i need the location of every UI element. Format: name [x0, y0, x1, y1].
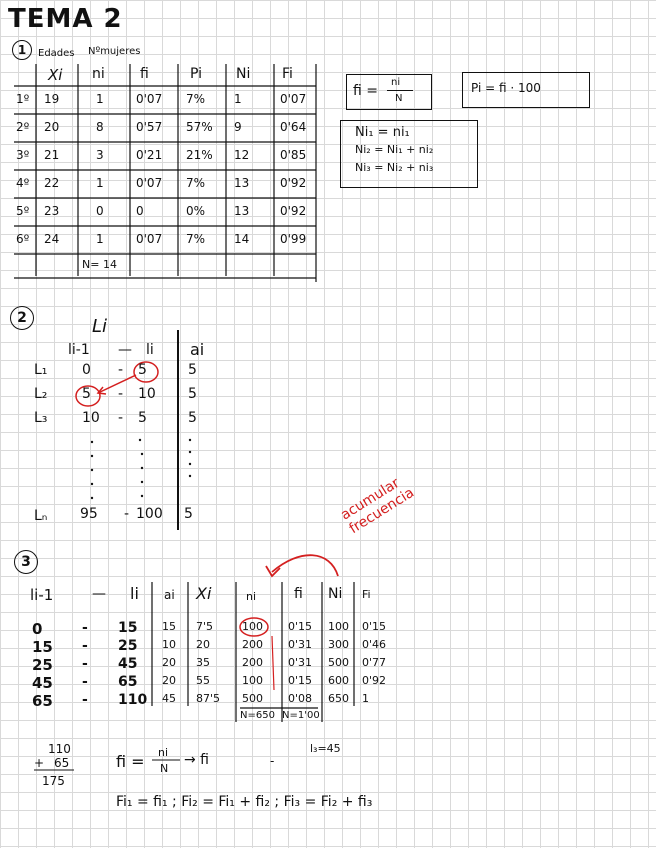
s3-cell-hi: 25 [118, 638, 138, 654]
s3-cell-x: 20 [196, 638, 210, 651]
s3-cell-F: 0'15 [362, 620, 387, 633]
formula-Ni-3: Ni₃ = Ni₂ + ni₃ [355, 161, 434, 174]
s3-note-l3: l₃=45 [310, 742, 341, 755]
cell-Ni: 13 [234, 204, 250, 218]
s3-header-N: Ni [328, 586, 343, 602]
s2-row-L: L₃ [34, 410, 48, 426]
s3-cell-lo: 45 [32, 674, 53, 692]
cell-pi: 57% [186, 120, 213, 134]
cell-xi: 22 [44, 176, 60, 190]
s3-cell-a: 15 [162, 620, 176, 633]
cell-pi: 21% [186, 148, 213, 162]
s3-total-n: N=650 [240, 710, 275, 721]
s3-cell-a: 20 [162, 656, 176, 669]
header-Ni: Ni [236, 66, 251, 82]
cell-fi: 0'07 [136, 92, 163, 106]
cell-xi: 23 [44, 204, 60, 218]
cell-Fi: 0'07 [280, 92, 307, 106]
s3-cell-N: 500 [328, 656, 349, 669]
s2-row-a: 5 [188, 362, 197, 378]
s3-total-f: N=1'00 [282, 710, 320, 721]
s2-Li-label: Li [92, 316, 108, 337]
cell-ni: 0 [96, 204, 104, 218]
s3-cell-n: 200 [242, 656, 263, 669]
s3-cell-F: 1 [362, 692, 369, 705]
s3-formula-fi-right: → fi [184, 752, 209, 768]
s3-header-F: Fi [362, 588, 371, 601]
annotation-acumular: acumular frecuencia [338, 475, 418, 538]
s3-cell-a: 20 [162, 674, 176, 687]
s3-cell-n: 100 [242, 620, 263, 633]
s3-header-n: ni [246, 590, 257, 603]
sum-a: 110 [48, 742, 71, 756]
sum-b: 65 [54, 756, 70, 770]
s3-cell-n: 200 [242, 638, 263, 651]
s2-row-lo: 0 [82, 362, 91, 378]
s3-cell-f: 0'15 [288, 620, 313, 633]
cell-ni: 3 [96, 148, 104, 162]
s3-cell-hi: 45 [118, 656, 138, 672]
s3-cell-N: 600 [328, 674, 349, 687]
row-index: 5º [16, 204, 30, 218]
formula-fi-den: N [395, 93, 403, 104]
cell-Fi: 0'92 [280, 176, 307, 190]
s3-row-dash: - [82, 638, 88, 654]
s3-header-x: Xi [196, 584, 212, 603]
s3-cell-hi: 110 [118, 692, 148, 708]
row-index: 3º [16, 148, 30, 162]
s3-cell-F: 0'77 [362, 656, 387, 669]
cell-Ni: 14 [234, 232, 250, 246]
cell-xi: 21 [44, 148, 60, 162]
s3-cell-F: 0'92 [362, 674, 387, 687]
header-pi: Pi [190, 66, 203, 82]
row-index: 1º [16, 92, 30, 106]
cell-pi: 7% [186, 176, 206, 190]
header-xi: Xi [48, 66, 63, 84]
s3-formula-F: Fi₁ = fi₁ ; Fi₂ = Fi₁ + fi₂ ; Fi₃ = Fi₂ + fi₃ [116, 794, 373, 810]
cell-fi: 0'57 [136, 120, 163, 134]
formula-fi-num: ni [391, 77, 401, 88]
formula-Ni-2: Ni₂ = Ni₁ + ni₂ [355, 143, 434, 156]
s3-header-a: ai [164, 588, 175, 602]
s2-row-dash: - [118, 362, 124, 378]
s2-last-dash: - [124, 506, 130, 522]
s2-row-hi: 5 [138, 362, 147, 378]
s3-header-f: fi [294, 586, 303, 602]
cell-ni: 1 [96, 92, 104, 106]
s3-formula-fi-den: N [160, 762, 169, 775]
s2-last-L: Lₙ [34, 508, 48, 524]
s3-cell-hi: 65 [118, 674, 138, 690]
s3-cell-lo: 65 [32, 692, 53, 710]
cell-ni: 1 [96, 176, 104, 190]
section-3-number: 3 [14, 550, 38, 574]
cell-Ni: 12 [234, 148, 250, 162]
row-index: 2º [16, 120, 30, 134]
s3-cell-N: 650 [328, 692, 349, 705]
cell-pi: 7% [186, 232, 206, 246]
s3-cell-f: 0'31 [288, 656, 313, 669]
s2-row-lo: 5 [82, 386, 91, 402]
s3-cell-f: 0'31 [288, 638, 313, 651]
s3-cell-x: 87'5 [196, 692, 221, 705]
s2-col-lo: li-1 [68, 342, 90, 358]
cell-Fi: 0'64 [280, 120, 307, 134]
s2-row-dash: - [118, 410, 124, 426]
s3-row-dash: - [82, 656, 88, 672]
cell-Fi: 0'99 [280, 232, 307, 246]
s2-row-hi: 10 [138, 386, 156, 402]
s3-cell-lo: 25 [32, 656, 53, 674]
cell-fi: 0'21 [136, 148, 163, 162]
cell-ni: 1 [96, 232, 104, 246]
cell-xi: 20 [44, 120, 60, 134]
s3-cell-x: 35 [196, 656, 210, 669]
section-1-number: 1 [12, 40, 32, 60]
s3-row-dash: - [82, 674, 88, 690]
s3-cell-N: 300 [328, 638, 349, 651]
label-mujeres: Nºmujeres [88, 46, 141, 57]
s3-cell-N: 100 [328, 620, 349, 633]
s3-cell-x: 55 [196, 674, 210, 687]
s3-formula-fi-num: ni [158, 746, 169, 759]
s3-header-hi: li [130, 584, 139, 603]
section-2-number: 2 [10, 306, 34, 330]
s2-col-a: ai [190, 340, 205, 359]
s3-cell-lo: 0 [32, 620, 43, 638]
cell-Ni: 13 [234, 176, 250, 190]
formula-pi: Pi = fi · 100 [471, 81, 541, 95]
sum-r: 175 [42, 774, 65, 788]
s3-cell-x: 7'5 [196, 620, 214, 633]
s2-row-a: 5 [188, 410, 197, 426]
s3-cell-f: 0'08 [288, 692, 313, 705]
s2-last-lo: 95 [80, 506, 98, 522]
cell-Ni: 9 [234, 120, 242, 134]
sum-plus: + [34, 756, 45, 770]
s2-row-L: L₂ [34, 386, 48, 402]
page-title: TEMA 2 [8, 4, 123, 34]
s3-header-dash: — [92, 586, 106, 602]
s3-cell-n: 100 [242, 674, 263, 687]
cell-ni: 8 [96, 120, 104, 134]
cell-fi: 0 [136, 204, 144, 218]
s2-row-a: 5 [188, 386, 197, 402]
s2-row-lo: 10 [82, 410, 100, 426]
cell-Ni: 1 [234, 92, 242, 106]
cell-fi: 0'07 [136, 176, 163, 190]
cell-pi: 7% [186, 92, 206, 106]
s2-col-hi: li [146, 342, 154, 358]
s2-last-hi: 100 [136, 506, 163, 522]
formula-Ni-1: Ni₁ = ni₁ [355, 125, 410, 140]
row-index: 4º [16, 176, 30, 190]
s3-cell-F: 0'46 [362, 638, 387, 651]
cell-fi: 0'07 [136, 232, 163, 246]
s3-dash-mark: - [270, 754, 275, 768]
cell-Fi: 0'92 [280, 204, 307, 218]
s2-col-dash: — [118, 342, 132, 358]
header-Fi: Fi [282, 66, 293, 82]
cell-pi: 0% [186, 204, 206, 218]
s3-cell-lo: 15 [32, 638, 53, 656]
s2-row-hi: 5 [138, 410, 147, 426]
label-edades: Edades [38, 48, 75, 59]
row-index: 6º [16, 232, 30, 246]
s3-header-lo: li-1 [30, 586, 54, 604]
s3-cell-a: 10 [162, 638, 176, 651]
s2-row-dash: - [118, 386, 124, 402]
s3-row-dash: - [82, 620, 88, 636]
s2-row-L: L₁ [34, 362, 48, 378]
s2-last-a: 5 [184, 506, 193, 522]
header-fi: fi [140, 66, 149, 82]
formula-fi-left: fi = [353, 83, 378, 99]
total-N: N= 14 [82, 258, 117, 271]
s3-cell-a: 45 [162, 692, 176, 705]
s3-cell-f: 0'15 [288, 674, 313, 687]
cell-xi: 19 [44, 92, 60, 106]
s3-cell-hi: 15 [118, 620, 138, 636]
s3-formula-fi-left: fi = [116, 752, 145, 771]
s3-row-dash: - [82, 692, 88, 708]
cell-Fi: 0'85 [280, 148, 307, 162]
cell-xi: 24 [44, 232, 60, 246]
header-ni: ni [92, 66, 105, 82]
s3-cell-n: 500 [242, 692, 263, 705]
